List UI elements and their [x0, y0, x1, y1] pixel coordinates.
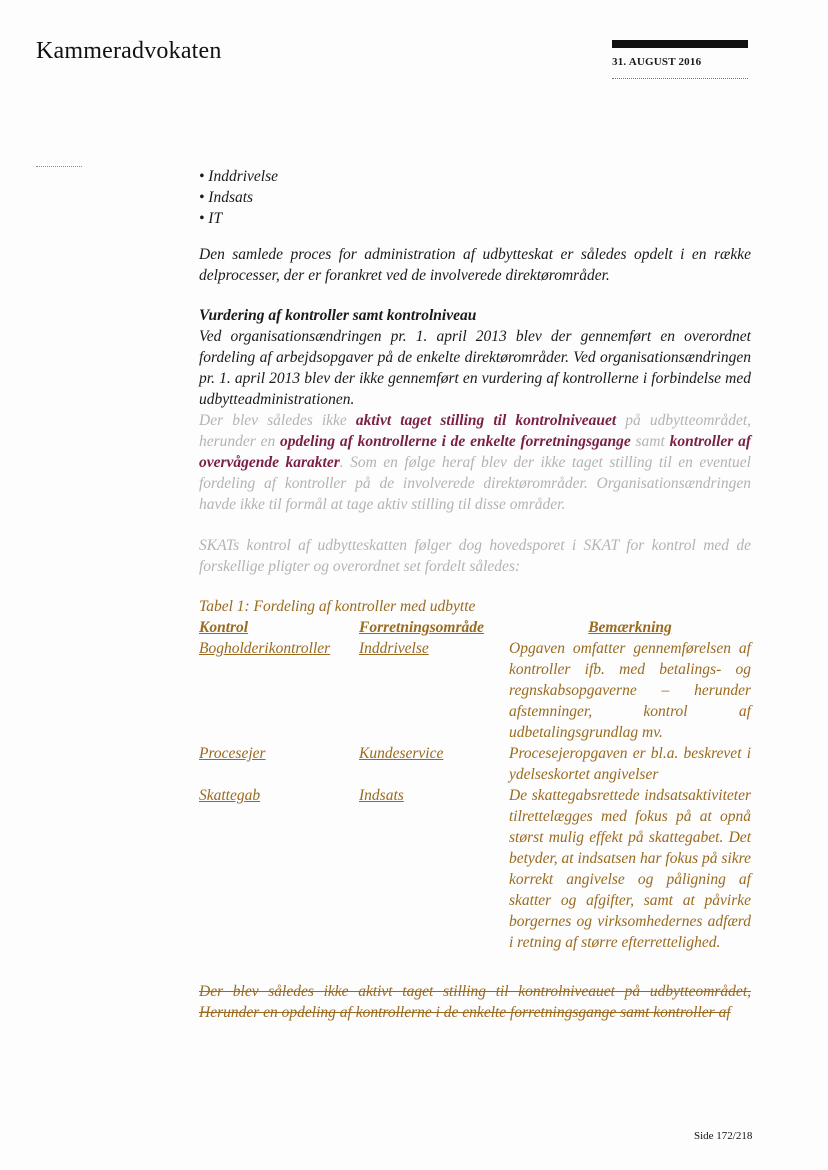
faded-text: . Som en følge heraf blev der ikke taget stilling til en eventuel fordeling af kontroller på de involverede direktørområder. Organisationsændringen havde ikke til formål at tage aktiv stilling til disse områder. [199, 454, 751, 513]
faded-text: samt [630, 433, 670, 450]
bullet-item: • IT [199, 210, 223, 227]
column-header-omraade: Forretningsområde [359, 619, 484, 636]
highlight-text: opdeling af kontrollerne i de enkelte forretningsgange [280, 433, 631, 450]
table-caption: Tabel 1: Fordeling af kontroller med udbytte [199, 598, 476, 615]
column-header-kontrol: Kontrol [199, 619, 249, 636]
cell-omraade: Indsats [359, 787, 404, 804]
cell-kontrol: Bogholderikontroller [199, 640, 331, 657]
cell-note: De skattegabsrettede indsatsaktiviteter tilrettelægges med fokus på at opnå størst mulig effekt på skattegabet. Det betyder, at indsatsen har fokus på sikre korrekt angivelse og påligning af skatter og afgifter, samt at påvirke borgernes og virksomhedernes adfærd i retning af større efterrettelighed. [509, 787, 751, 951]
section-faded-paragraph [199, 410, 751, 515]
section-body: Ved organisationsændringen pr. 1. april 2013 blev der gennemført en overordnet fordeling af arbejdsopgaver på de enkelte direktørområder. Ved organisationsændringen pr. 1. april 2013 blev der ikke gennemført en vurdering af kontrollerne i forbindelse med udbytteadministrationen. [199, 328, 751, 408]
header-black-bar [612, 40, 748, 48]
page-number: Side 172/218 [694, 1130, 753, 1142]
cell-kontrol: Skattegab [199, 787, 261, 804]
margin-divider [36, 166, 82, 167]
bullet-item: • Indsats [199, 189, 254, 206]
main-content [199, 166, 751, 1023]
column-header-note: Bemærkning [588, 619, 672, 636]
cell-note: Opgaven omfatter gennemførelsen af kontroller ifb. med betalings- og regnskabsopgaverne – herunder afstemninger, kontrol af udbetalingsgrundlag mv. [509, 640, 751, 741]
struck-through-paragraph: Der blev således ikke aktivt taget stilling til kontrolniveauet på udbytteområdet, Herunder en opdeling af kontrollerne i de enkelte forretningsgange samt kontroller af [199, 983, 751, 1021]
table-row [199, 638, 751, 743]
brand-name: Kammeradvokaten [36, 38, 222, 64]
paragraph-process: Den samlede proces for administration af udbytteskat er således opdelt i en række delprocesser, der er forankret ved de involverede direktørområder. [199, 246, 751, 284]
cell-kontrol: Procesejer [199, 745, 266, 762]
table-row [199, 743, 751, 785]
highlight-text: kontroller af overvågende karakter [199, 433, 751, 471]
document-date: 31. AUGUST 2016 [612, 56, 702, 68]
cell-note: Procesejeropgaven er bl.a. beskrevet i ydelseskortet angivelser [509, 745, 751, 783]
faded-text: på udbytteområdet, herunder en [199, 412, 751, 450]
section-heading: Vurdering af kontroller samt kontrolniveau [199, 307, 477, 324]
paragraph-skat-control: SKATs kontrol af udbytteskatten følger dog hovedsporet i SKAT for kontrol med de forskellige pligter og overordnet set fordelt således: [199, 537, 751, 575]
cell-omraade: Inddrivelse [359, 640, 429, 657]
bullet-list [199, 166, 751, 229]
bullet-item: • Inddrivelse [199, 168, 279, 185]
highlight-text: aktivt taget stilling til kontrolniveauet [355, 412, 617, 429]
cell-omraade: Kundeservice [359, 745, 444, 762]
faded-text: Der blev således ikke [199, 412, 356, 429]
controls-table [199, 617, 751, 953]
date-divider [612, 78, 748, 79]
table-row [199, 785, 751, 953]
